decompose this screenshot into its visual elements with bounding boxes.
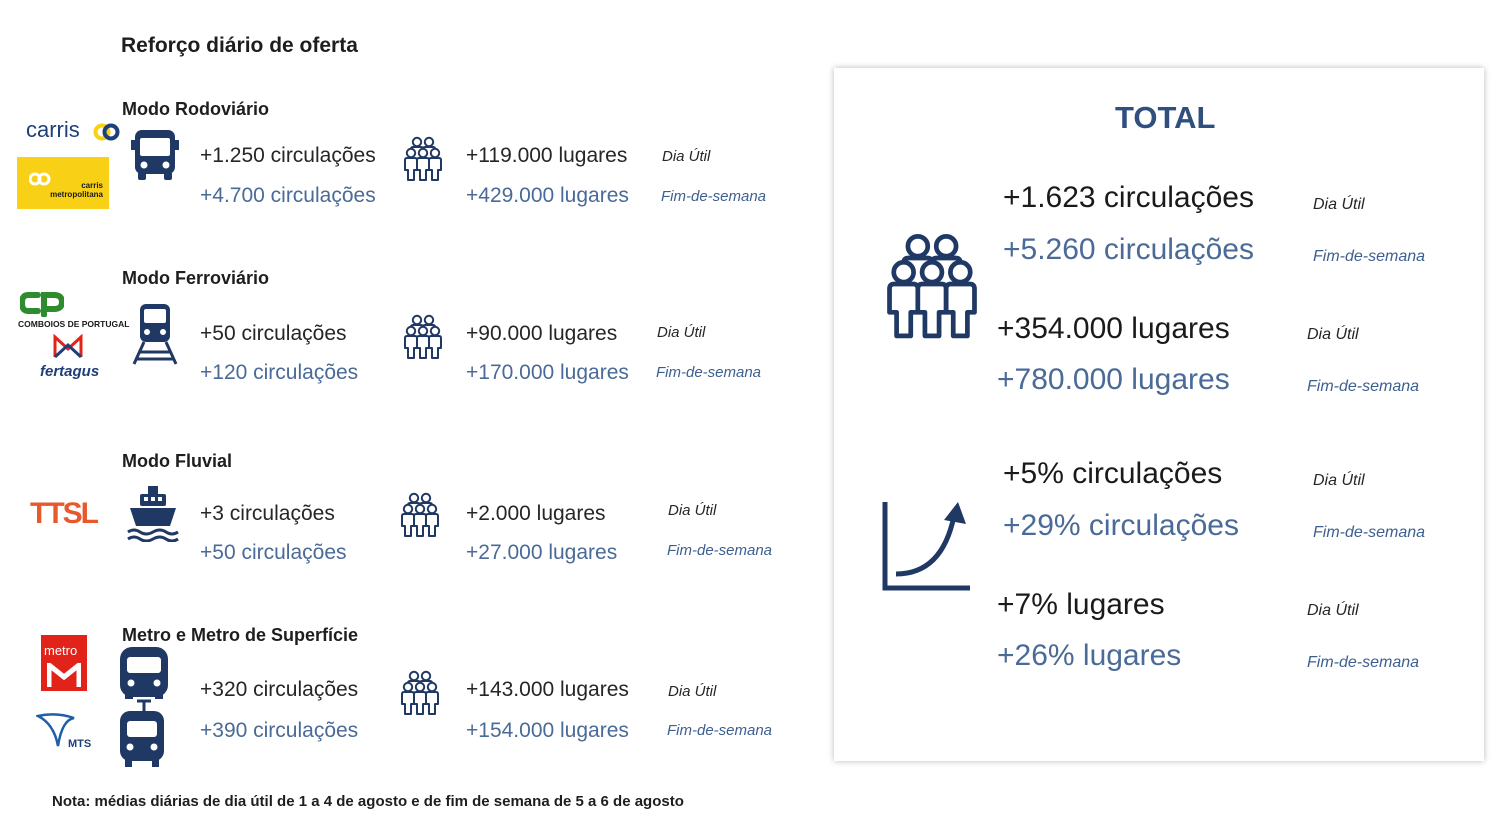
growth-chart-icon	[880, 498, 974, 594]
fertagus-logo-text: fertagus	[40, 363, 100, 380]
total-pct-lug-label-util: Dia Útil	[1307, 602, 1359, 619]
total-pct-lug-label-fds: Fim-de-semana	[1307, 654, 1420, 671]
total-circ-label-fds: Fim-de-semana	[1313, 248, 1426, 265]
total-lug-label-util: Dia Útil	[1307, 326, 1359, 343]
total-title: TOTAL	[1115, 100, 1216, 135]
total-pct-lugares-util: +7% lugares	[997, 588, 1165, 621]
ferroviario-lugares-fds: +170.000 lugares	[466, 361, 629, 384]
ferroviario-label-util: Dia Útil	[657, 324, 706, 341]
total-pct-circ-label-fds: Fim-de-semana	[1313, 524, 1426, 541]
metro-circulacoes-fds: +390 circulações	[200, 719, 359, 742]
total-pct-lugares-fds: +26% lugares	[997, 639, 1182, 672]
carris-metropolitana-logo	[17, 157, 109, 209]
cp-logo-icon	[20, 291, 64, 317]
total-circulacoes-fds: +5.260 circulações	[1003, 233, 1254, 266]
fluvial-circulacoes-fds: +50 circulações	[200, 541, 347, 564]
metro-logo	[41, 635, 87, 691]
metro-lugares-fds: +154.000 lugares	[466, 719, 629, 742]
ferroviario-circulacoes-fds: +120 circulações	[200, 361, 359, 384]
page-title: Reforço diário de oferta	[121, 34, 358, 57]
footnote: Nota: médias diárias de dia útil de 1 a 4 de agosto e de fim de semana de 5 a 6 de agosto	[52, 793, 684, 810]
rodoviario-label-util: Dia Útil	[662, 148, 711, 165]
crowd-icon	[397, 484, 443, 540]
rodoviario-label-fds: Fim-de-semana	[661, 188, 767, 205]
crowd-icon	[397, 662, 443, 718]
fluvial-lugares-fds: +27.000 lugares	[466, 541, 618, 564]
metro-label-util: Dia Útil	[668, 683, 717, 700]
cp-logo-text: COMBOIOS DE PORTUGAL	[18, 319, 130, 329]
metro-logo-text: metro	[44, 643, 78, 658]
bus-icon	[131, 128, 179, 182]
fertagus-logo-icon	[52, 334, 84, 360]
crowd-icon	[400, 306, 446, 362]
carris-logo: carris	[26, 117, 80, 142]
ttsl-logo: TTSL	[30, 497, 97, 530]
total-circ-label-util: Dia Útil	[1313, 196, 1365, 213]
carris-rings-icon	[92, 122, 122, 142]
ferroviario-circulacoes-util: +50 circulações	[200, 322, 347, 345]
rodoviario-circulacoes-fds: +4.700 circulações	[200, 184, 376, 207]
mode-title-rodoviario: Modo Rodoviário	[122, 99, 269, 119]
total-lugares-fds: +780.000 lugares	[997, 363, 1230, 396]
total-pct-circulacoes-util: +5% circulações	[1003, 457, 1223, 490]
total-lugares-util: +354.000 lugares	[997, 312, 1230, 345]
fluvial-lugares-util: +2.000 lugares	[466, 502, 606, 525]
metro-lugares-util: +143.000 lugares	[466, 678, 629, 701]
fluvial-circulacoes-util: +3 circulações	[200, 502, 335, 525]
rodoviario-circulacoes-util: +1.250 circulações	[200, 144, 376, 167]
total-circulacoes-util: +1.623 circulações	[1003, 181, 1254, 214]
rodoviario-lugares-util: +119.000 lugares	[466, 144, 628, 167]
crowd-large-icon	[880, 218, 984, 350]
mode-title-fluvial: Modo Fluvial	[122, 451, 232, 471]
total-pct-circulacoes-fds: +29% circulações	[1003, 509, 1239, 542]
ship-icon	[126, 484, 180, 542]
fluvial-label-fds: Fim-de-semana	[667, 542, 773, 559]
metro-icon	[117, 645, 171, 769]
carris-metropolitana-logo-text: carris metropolitana	[50, 181, 103, 199]
ferroviario-label-fds: Fim-de-semana	[656, 364, 762, 381]
total-lug-label-fds: Fim-de-semana	[1307, 378, 1420, 395]
mode-title-metro: Metro e Metro de Superfície	[122, 625, 359, 645]
crowd-icon	[400, 128, 446, 184]
train-icon	[130, 302, 180, 366]
total-pct-circ-label-util: Dia Útil	[1313, 472, 1365, 489]
rodoviario-lugares-fds: +429.000 lugares	[466, 184, 629, 207]
mode-title-ferroviario: Modo Ferroviário	[122, 268, 270, 288]
metro-m-icon	[47, 663, 81, 687]
fluvial-label-util: Dia Útil	[668, 502, 717, 519]
metro-label-fds: Fim-de-semana	[667, 722, 773, 739]
metro-circulacoes-util: +320 circulações	[200, 678, 359, 701]
ferroviario-lugares-util: +90.000 lugares	[466, 322, 618, 345]
mts-logo-text: MTS	[68, 738, 92, 750]
